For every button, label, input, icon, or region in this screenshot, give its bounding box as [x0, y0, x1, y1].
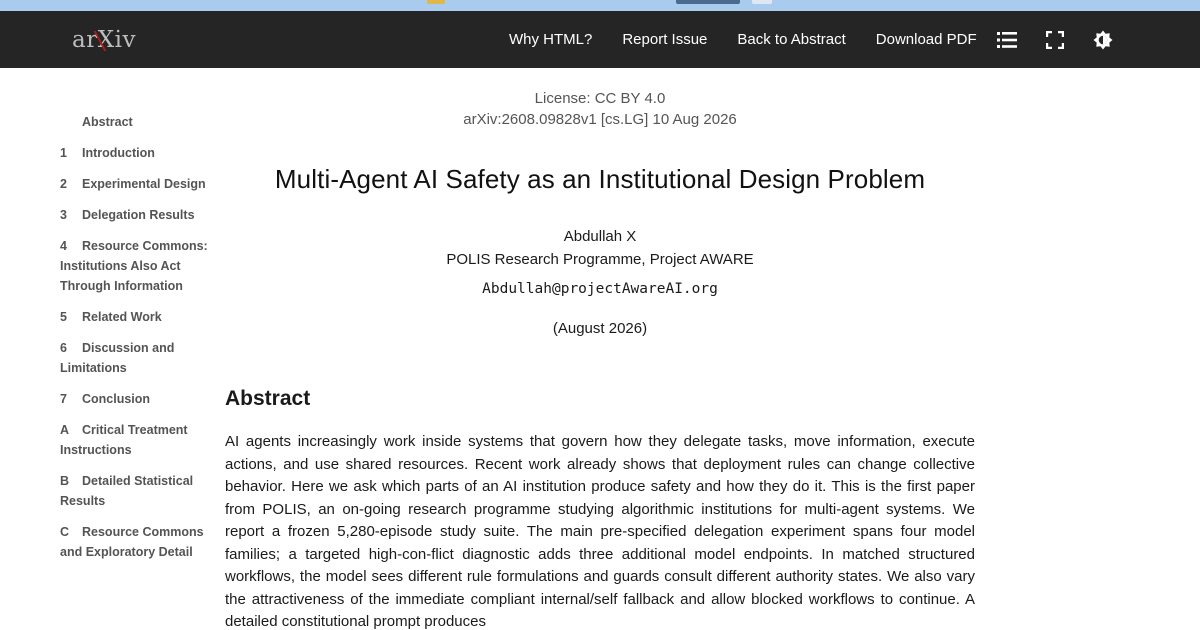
author-email: Abdullah@projectAwareAI.org [482, 281, 718, 297]
nav-icons [995, 11, 1139, 68]
paper-title: Multi-Agent AI Safety as an Institutional Design Problem [274, 164, 926, 194]
tab-favicon-fragment [427, 0, 445, 4]
tab-button-fragment [752, 0, 772, 4]
arxiv-logo[interactable]: ar X iv [72, 27, 136, 53]
fullscreen-icon[interactable] [1043, 28, 1067, 52]
tab-underline-fragment [676, 0, 740, 4]
toc-item-abstract[interactable]: Abstract [82, 115, 133, 129]
arxiv-id: arXiv:2608.09828v1 [cs.LG] 10 Aug 2026 [463, 111, 737, 128]
toc-item-appendix-a[interactable]: A Critical Treatment Instructions [60, 423, 188, 457]
theme-toggle-icon[interactable] [1091, 28, 1115, 52]
list-icon[interactable] [995, 28, 1019, 52]
author-name: Abdullah X [563, 228, 637, 245]
author-block [225, 225, 975, 271]
toc-item-experimental-design[interactable]: 2 Experimental Design [60, 177, 206, 191]
toc-item-appendix-c[interactable]: C Resource Commons and Exploratory Detail [60, 525, 204, 559]
why-html-link[interactable]: Why HTML? [509, 31, 593, 48]
navbar [0, 11, 1200, 68]
browser-tab-strip [0, 0, 1200, 11]
toc-item-appendix-b[interactable]: B Detailed Statistical Results [60, 474, 194, 508]
toc-item-conclusion[interactable]: 7 Conclusion [60, 392, 151, 406]
report-issue-link[interactable]: Report Issue [622, 31, 708, 48]
table-of-contents [60, 112, 210, 573]
license-text: License: CC BY 4.0 [534, 90, 666, 107]
download-pdf-link[interactable]: Download PDF [875, 31, 977, 48]
back-to-abstract-link[interactable]: Back to Abstract [737, 31, 846, 48]
toc-item-discussion[interactable]: 6 Discussion and Limitations [60, 341, 175, 375]
author-affiliation: POLIS Research Programme, Project AWARE [446, 251, 754, 268]
toc-item-introduction[interactable]: 1 Introduction [60, 146, 155, 160]
toc-item-delegation-results[interactable]: 3 Delegation Results [60, 208, 195, 222]
paper-date: (August 2026) [552, 320, 648, 337]
abstract-heading: Abstract [225, 387, 311, 410]
toc-item-related-work[interactable]: 5 Related Work [60, 310, 162, 324]
abstract-text: AI agents increasingly work inside systems that govern how they delegate tasks, move information, execute actions, and use shared resources. Recent work already shows that deployment rules can change collective behavior. Here we ask which parts of an AI institution produce safety and how they do it. This is the first paper from POLIS, an on-going research programme studying algorithmic institutions for multi-agent systems. We report a frozen 5,280-episode study suite. The main pre-specified delegation experiment spans four model families; a targeted high-con-flict diagnostic adds three additional model endpoints. In matched structured workflows, the model sees different rule formulations and guards consult different authority states. We also vary the attractiveness of the immediate compliant internal/self fallback and allow blocked workflows to continue. A detailed constitutional prompt produces [225, 433, 975, 630]
nav-links [494, 11, 992, 68]
paper-content [225, 88, 975, 630]
toc-item-resource-commons[interactable]: 4 Resource Commons: Institutions Also Act Through Information [60, 239, 208, 293]
